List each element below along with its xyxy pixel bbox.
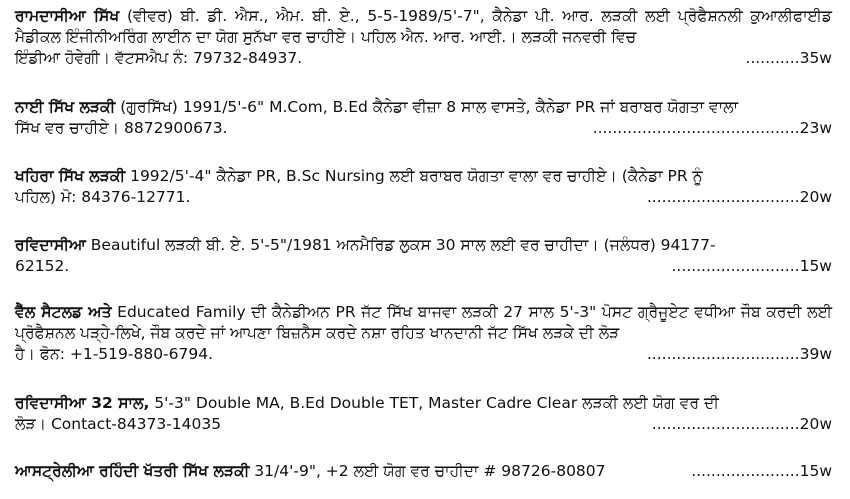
ad-code: ..............................20w	[651, 415, 832, 433]
ad-heading: ਖਹਿਰਾ ਸਿੱਖ ਲੜਕੀ	[15, 167, 126, 185]
ad-last-line: ਸਿੱਖ ਵਰ ਚਾਹੀਏ। 8872900673.	[15, 119, 228, 137]
ad-heading: ਰਵਿਦਾਸੀਆ 32 ਸਾਲ,	[15, 394, 150, 412]
ad-body: Beautiful ਲੜਕੀ ਬੀ. ਏ. 5'-5"/1981 ਅਨਮੈਰਿਡ ਲੁਕਸ 30 ਸਾਲ ਲਈ ਵਰ ਚਾਹੀਦਾ। (ਜਲੰਧਰ) 94177-	[85, 236, 716, 254]
ad-code: ...........35w	[745, 49, 832, 67]
classified-ad-3	[15, 166, 832, 208]
ad-last-line: ਪਹਿਲ) ਮੋ: 84376-12771.	[15, 188, 191, 206]
ad-heading: ਆਸਟ੍ਰੇਲੀਆ ਰਹਿੰਦੀ ਖੱਤਰੀ ਸਿੱਖ ਲੜਕੀ	[15, 462, 250, 480]
ad-body: Educated Family ਦੀ ਕੈਨੇਡੀਅਨ PR ਜੱਟ ਸਿੱਖ ਬਾਜਵਾ ਲੜਕੀ 27 ਸਾਲ 5'-3" ਪੋਸਟ ਗ੍ਰੈਜੂਏਟ ਵਧੀਆ ਜੌਬ ਕਰਦੀ ਲਈ ਪ੍ਰੋਫੈਸ਼ਨਲ ਪੜ੍ਹੇ-ਲਿਖੇ, ਜੌਬ ਕਰਦੇ ਜਾਂ ਆਪਣਾ ਬਿਜ਼ਨੈਸ ਕਰਦੇ ਨਸ਼ਾ ਰਹਿਤ ਖਾਨਦਾਨੀ ਜੱਟ ਸਿੱਖ ਲੜਕੇ ਦੀ ਲੋੜ	[15, 303, 832, 342]
ad-code: ...............................20w	[646, 188, 832, 206]
ad-code: ..........................................23w	[592, 119, 832, 137]
classified-ad-6	[15, 393, 832, 435]
ad-heading: ਰਵਿਦਾਸੀਆ	[15, 236, 86, 254]
ad-body: 31/4'-9", +2 ਲਈ ਯੋਗ ਵਰ ਚਾਹੀਦਾ # 98726-80807	[249, 462, 606, 480]
ad-heading: ਨਾਈ ਸਿੱਖ ਲੜਕੀ	[15, 98, 116, 116]
classified-ad-2	[15, 97, 832, 139]
ad-body: 1992/5'-4" ਕੈਨੇਡਾ PR, B.Sc Nursing ਲਈ ਬਰਾਬਰ ਯੋਗਤਾ ਵਾਲਾ ਵਰ ਚਾਹੀਏ। (ਕੈਨੇਡਾ PR ਨੂੰ	[125, 167, 703, 185]
ad-code: ......................15w	[691, 462, 832, 480]
ad-body: (ਵੀਵਰ) ਬੀ. ਡੀ. ਐਸ., ਐਮ. ਬੀ. ਏ., 5-5-1989/5'-7", ਕੈਨੇਡਾ ਪੀ. ਆਰ. ਲੜਕੀ ਲਈ ਪ੍ਰੋਫੈਸ਼ਨਲੀ ਕੁਆਲੀਫਾਈਡ ਮੈਡੀਕਲ ਇੰਜੀਨੀਅਰਿੰਗ ਲਾਈਨ ਦਾ ਯੋਗ ਸੁਨੱਖਾ ਵਰ ਚਾਹੀਏ। ਪਹਿਲ ਐਨ. ਆਰ. ਆਈ.। ਲੜਕੀ ਜਨਵਰੀ ਵਿਚ	[15, 7, 832, 46]
ad-body: (ਗੁਰਸਿੱਖ) 1991/5'-6" M.Com, B.Ed ਕੈਨੇਡਾ ਵੀਜ਼ਾ 8 ਸਾਲ ਵਾਸਤੇ, ਕੈਨੇਡਾ PR ਜਾਂ ਬਰਾਬਰ ਯੋਗਤਾ ਵਾਲਾ	[115, 98, 739, 116]
ad-last-line: ਲੋੜ। Contact-84373-14035	[15, 415, 222, 433]
classified-ad-5	[15, 302, 832, 365]
ad-last-line: ਹੈ। ਫੋਨ: +1-519-880-6794.	[15, 345, 214, 363]
classified-ad-4	[15, 235, 832, 277]
ad-heading: ਰਾਮਦਾਸੀਆ ਸਿੱਖ	[15, 7, 120, 25]
ad-heading: ਵੈੱਲ ਸੈਟਲਡ ਅਤੇ	[15, 303, 112, 321]
ad-code: ..........................15w	[671, 257, 832, 275]
classified-ad-1	[15, 6, 832, 69]
ad-body: 5'-3" Double MA, B.Ed Double TET, Master Cadre Clear ਲੜਕੀ ਲਈ ਯੋਗ ਵਰ ਦੀ	[149, 394, 719, 412]
ad-last-line: 62152.	[15, 257, 70, 275]
classified-ad-7	[15, 461, 832, 482]
ad-last-line: ਇੰਡੀਆ ਹੋਵੇਗੀ। ਵੱਟਸਐਪ ਨੰ: 79732-84937.	[15, 49, 303, 67]
ad-code: ...............................39w	[646, 345, 832, 363]
